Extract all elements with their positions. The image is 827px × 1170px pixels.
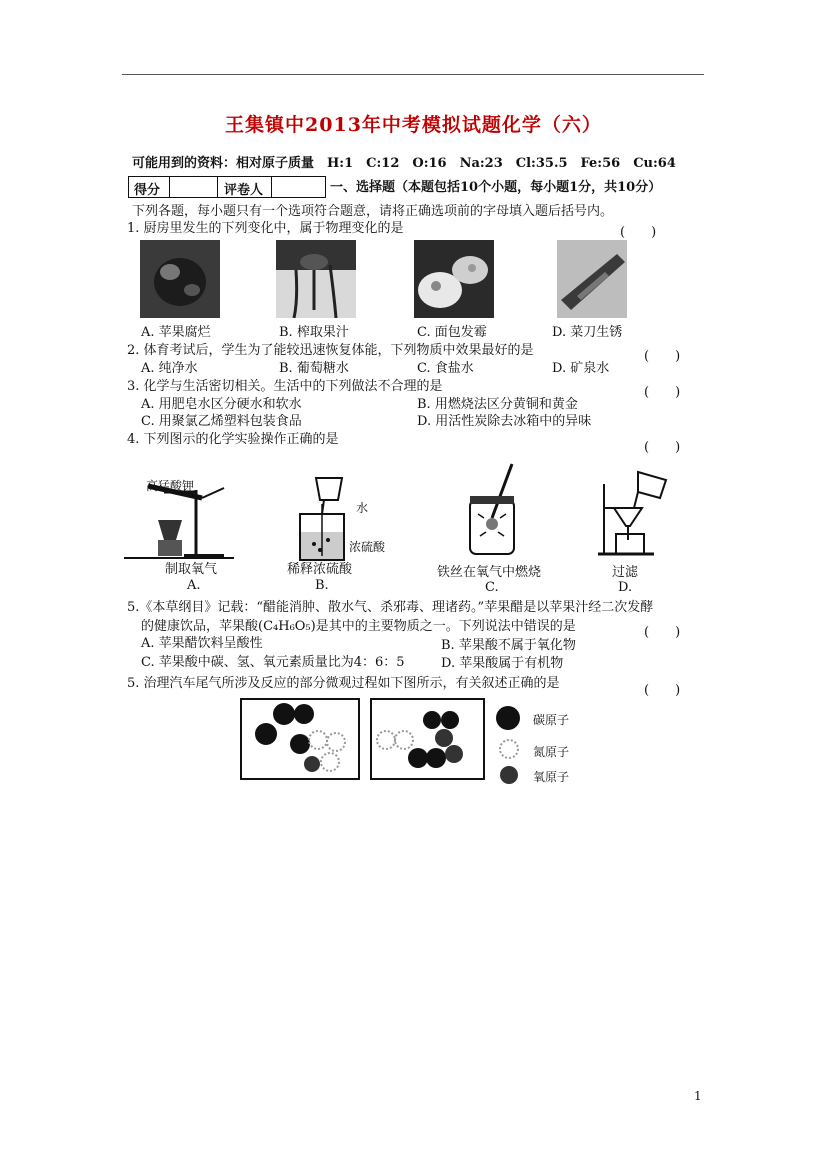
q4-letter-b: B. [315,578,329,593]
q1-option-a: A. 苹果腐烂 [141,325,211,340]
legend-oxygen-label: 氧原子 [533,770,570,784]
q2-stem: 2. 体育考试后，学生为了能较迅速恢复体能，下列物质中效果最好的是 [127,343,534,358]
legend-carbon-label: 碳原子 [533,713,570,727]
q3-option-a: A. 用肥皂水区分硬水和软水 [141,397,302,412]
q4-caption-d: 过滤 [612,565,639,580]
q1-option-c: C. 面包发霉 [417,325,487,340]
answer-paren: ( ) [644,440,681,455]
q2-option-d: D. 矿泉水 [552,361,610,376]
q4-caption-b: 稀释浓硫酸 [287,562,353,577]
q6-stem: 5. 治理汽车尾气所涉及反应的部分微观过程如下图所示，有关叙述正确的是 [127,676,560,691]
q1-option-d: D. 菜刀生锈 [552,325,623,340]
q4-label-kmno4: 高猛酸钾 [146,479,195,493]
q4-caption-c: 铁丝在氧气中燃烧 [437,565,542,580]
legend-carbon-icon [494,704,522,732]
q1-photo-juicer [276,240,356,318]
q3-option-b: B. 用燃烧法区分黄铜和黄金 [417,397,578,412]
q4-label-acid: 浓硫酸 [349,540,386,554]
q6-reactants-box [240,698,360,780]
score-table [128,176,326,198]
q3-option-c: C. 用聚氯乙烯塑料包装食品 [141,414,302,429]
page-number: 1 [694,1089,702,1103]
q5-option-c: C. 苹果酸中碳、氢、氧元素质量比为4：6：5 [141,655,405,670]
q5-option-d: D. 苹果酸属于有机物 [441,656,564,671]
q1-photo-rusty-knife [557,240,627,318]
page-title: 王集镇中2013年中考模拟试题化学（六） [225,114,602,136]
q4-label-water: 水 [356,501,369,515]
q4-diagram-filtration [594,464,674,560]
q5-stem-line1: 5.《本草纲目》记载：“醋能消肿、散水气、杀邪毒、理诸药。”苹果醋是以苹果汁经二次发酵 [127,600,654,615]
q4-diagram-iron-burning [462,462,522,558]
header-rule [122,74,704,75]
q1-photo-apple-rot [140,240,220,318]
q4-diagram-dilute-acid [292,474,352,562]
legend-oxygen-icon [498,764,520,786]
q4-letter-c: C. [485,580,499,595]
q3-option-d: D. 用活性炭除去冰箱中的异味 [417,414,592,429]
instructions: 下列各题，每小题只有一个选项符合题意，请将正确选项前的字母填入题后括号内。 [132,204,614,219]
answer-paren: ( ) [620,225,657,240]
q1-stem: 1. 厨房里发生的下列变化中，属于物理变化的是 [127,221,404,236]
score-label: 得分 [134,183,161,198]
q4-stem: 4. 下列图示的化学实验操作正确的是 [127,432,339,447]
q2-option-c: C. 食盐水 [417,361,474,376]
answer-paren: ( ) [644,349,681,364]
q2-option-b: B. 葡萄糖水 [279,361,349,376]
section1-heading: 一、选择题（本题包括10个小题，每小题1分，共10分） [330,180,662,195]
q2-option-a: A. 纯净水 [141,361,198,376]
answer-paren: ( ) [644,385,681,400]
q5-option-a: A. 苹果醋饮料呈酸性 [141,636,263,651]
resources-line: 可能用到的资料：相对原子质量 H:1 C:12 O:16 Na:23 Cl:35.5 Fe:56 Cu:64 [132,156,676,171]
answer-paren: ( ) [644,683,681,698]
q6-products-box [370,698,485,780]
grader-label: 评卷人 [224,183,264,198]
q4-letter-a: A. [187,578,201,593]
q5-option-b: B. 苹果酸不属于氧化物 [441,638,576,653]
legend-nitrogen-icon [498,738,520,760]
q1-option-b: B. 榨取果汁 [279,325,349,340]
q4-caption-a: 制取氧气 [165,562,218,577]
q1-photo-bread-mold [414,240,494,318]
legend-nitrogen-label: 氮原子 [533,745,570,759]
q5-stem-line2: 的健康饮品，苹果酸(C₄H₆O₅)是其中的主要物质之一。下列说法中错误的是 [141,619,576,634]
answer-paren: ( ) [644,625,681,640]
q4-letter-d: D. [618,580,633,595]
q3-stem: 3. 化学与生活密切相关。生活中的下列做法不合理的是 [127,379,443,394]
